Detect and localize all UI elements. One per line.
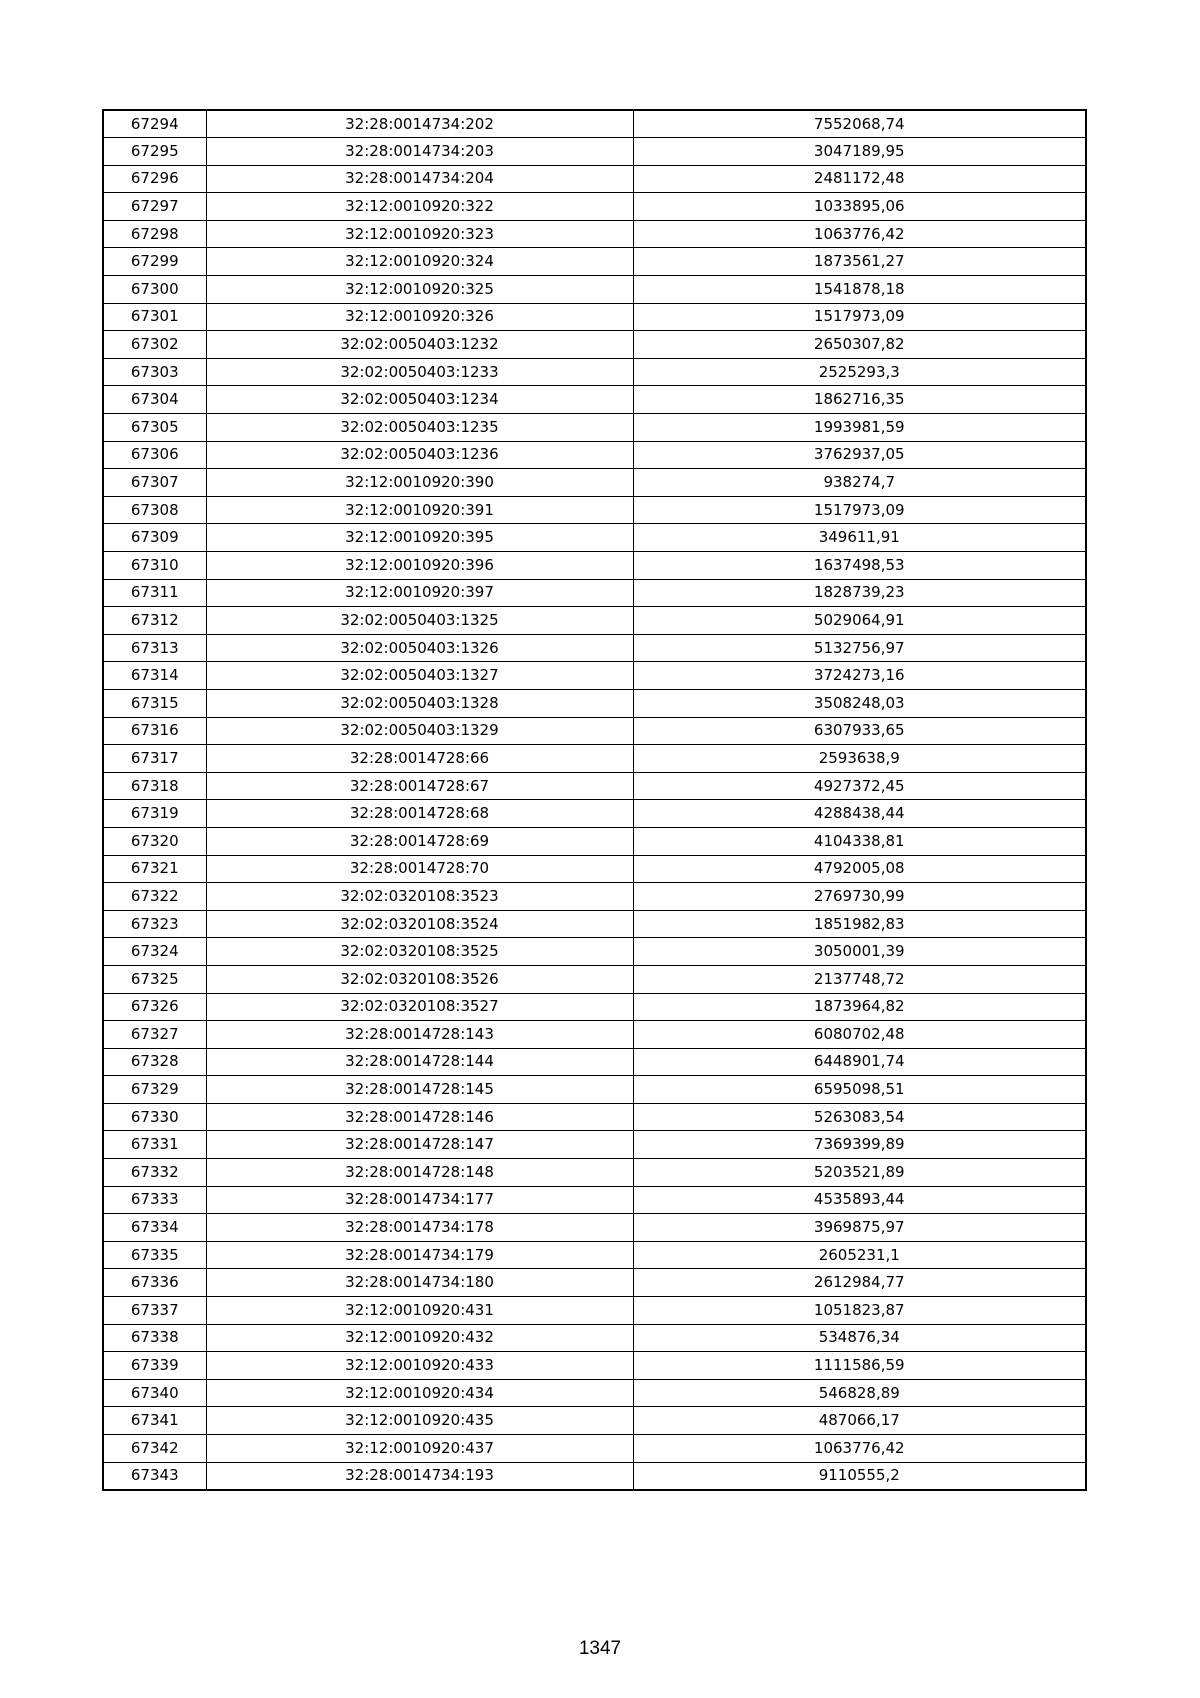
table-row <box>103 358 1086 386</box>
row-number-cell: 67336 <box>103 1269 206 1297</box>
table-row <box>103 1379 1086 1407</box>
cadastral-number-cell: 32:12:0010920:431 <box>206 1297 633 1325</box>
table-body <box>103 110 1086 1490</box>
cadastral-value-cell: 2525293,3 <box>633 358 1086 386</box>
row-number-cell: 67304 <box>103 386 206 414</box>
row-number-cell: 67329 <box>103 1076 206 1104</box>
table-row <box>103 1435 1086 1463</box>
table-row <box>103 414 1086 442</box>
cadastral-number-cell: 32:12:0010920:390 <box>206 469 633 497</box>
table-row <box>103 110 1086 138</box>
cadastral-number-cell: 32:12:0010920:432 <box>206 1324 633 1352</box>
cadastral-value-cell: 1111586,59 <box>633 1352 1086 1380</box>
cadastral-value-cell: 2650307,82 <box>633 331 1086 359</box>
table-row <box>103 1131 1086 1159</box>
cadastral-number-cell: 32:02:0050403:1329 <box>206 717 633 745</box>
cadastral-number-cell: 32:02:0050403:1328 <box>206 689 633 717</box>
table-row <box>103 1352 1086 1380</box>
table-row <box>103 607 1086 635</box>
table-row <box>103 1269 1086 1297</box>
row-number-cell: 67324 <box>103 938 206 966</box>
cadastral-number-cell: 32:02:0050403:1234 <box>206 386 633 414</box>
cadastral-value-cell: 1063776,42 <box>633 1435 1086 1463</box>
table-row <box>103 441 1086 469</box>
cadastral-value-cell: 1851982,83 <box>633 910 1086 938</box>
table-row <box>103 386 1086 414</box>
row-number-cell: 67311 <box>103 579 206 607</box>
cadastral-number-cell: 32:28:0014728:145 <box>206 1076 633 1104</box>
table-row <box>103 883 1086 911</box>
cadastral-value-cell: 7369399,89 <box>633 1131 1086 1159</box>
table-row <box>103 1297 1086 1325</box>
cadastral-value-cell: 9110555,2 <box>633 1462 1086 1490</box>
row-number-cell: 67312 <box>103 607 206 635</box>
row-number-cell: 67301 <box>103 303 206 331</box>
row-number-cell: 67335 <box>103 1241 206 1269</box>
row-number-cell: 67318 <box>103 772 206 800</box>
cadastral-value-cell: 487066,17 <box>633 1407 1086 1435</box>
cadastral-value-cell: 4927372,45 <box>633 772 1086 800</box>
table-row <box>103 579 1086 607</box>
cadastral-number-cell: 32:28:0014728:70 <box>206 855 633 883</box>
cadastral-number-cell: 32:28:0014728:148 <box>206 1159 633 1187</box>
cadastral-value-cell: 1862716,35 <box>633 386 1086 414</box>
table-row <box>103 248 1086 276</box>
row-number-cell: 67317 <box>103 745 206 773</box>
cadastral-value-cell: 2612984,77 <box>633 1269 1086 1297</box>
table-row <box>103 910 1086 938</box>
row-number-cell: 67322 <box>103 883 206 911</box>
row-number-cell: 67328 <box>103 1048 206 1076</box>
cadastral-value-cell: 349611,91 <box>633 524 1086 552</box>
cadastral-number-cell: 32:12:0010920:326 <box>206 303 633 331</box>
cadastral-value-cell: 534876,34 <box>633 1324 1086 1352</box>
table-row <box>103 276 1086 304</box>
row-number-cell: 67320 <box>103 827 206 855</box>
cadastral-number-cell: 32:02:0050403:1325 <box>206 607 633 635</box>
cadastral-number-cell: 32:28:0014728:66 <box>206 745 633 773</box>
cadastral-number-cell: 32:28:0014734:179 <box>206 1241 633 1269</box>
row-number-cell: 67316 <box>103 717 206 745</box>
row-number-cell: 67298 <box>103 220 206 248</box>
table-row <box>103 552 1086 580</box>
row-number-cell: 67331 <box>103 1131 206 1159</box>
row-number-cell: 67327 <box>103 1021 206 1049</box>
cadastral-value-cell: 1517973,09 <box>633 496 1086 524</box>
table-row <box>103 1076 1086 1104</box>
cadastral-number-cell: 32:12:0010920:322 <box>206 193 633 221</box>
row-number-cell: 67342 <box>103 1435 206 1463</box>
cadastral-number-cell: 32:28:0014734:193 <box>206 1462 633 1490</box>
table-row <box>103 662 1086 690</box>
cadastral-value-cell: 6307933,65 <box>633 717 1086 745</box>
cadastral-value-cell: 1051823,87 <box>633 1297 1086 1325</box>
cadastral-value-table <box>102 109 1087 1491</box>
cadastral-number-cell: 32:28:0014734:177 <box>206 1186 633 1214</box>
cadastral-number-cell: 32:02:0050403:1232 <box>206 331 633 359</box>
row-number-cell: 67313 <box>103 634 206 662</box>
table-row <box>103 496 1086 524</box>
cadastral-value-cell: 1873561,27 <box>633 248 1086 276</box>
table-row <box>103 800 1086 828</box>
row-number-cell: 67297 <box>103 193 206 221</box>
cadastral-number-cell: 32:02:0050403:1326 <box>206 634 633 662</box>
cadastral-number-cell: 32:02:0050403:1327 <box>206 662 633 690</box>
cadastral-value-cell: 6080702,48 <box>633 1021 1086 1049</box>
cadastral-value-cell: 2481172,48 <box>633 165 1086 193</box>
cadastral-number-cell: 32:12:0010920:396 <box>206 552 633 580</box>
table-row <box>103 717 1086 745</box>
row-number-cell: 67339 <box>103 1352 206 1380</box>
cadastral-value-cell: 1637498,53 <box>633 552 1086 580</box>
row-number-cell: 67294 <box>103 110 206 138</box>
cadastral-value-cell: 3047189,95 <box>633 138 1086 166</box>
table-row <box>103 1186 1086 1214</box>
cadastral-number-cell: 32:28:0014728:146 <box>206 1103 633 1131</box>
table-row <box>103 634 1086 662</box>
row-number-cell: 67296 <box>103 165 206 193</box>
cadastral-number-cell: 32:12:0010920:395 <box>206 524 633 552</box>
cadastral-number-cell: 32:28:0014734:178 <box>206 1214 633 1242</box>
cadastral-number-cell: 32:02:0050403:1233 <box>206 358 633 386</box>
cadastral-value-cell: 6448901,74 <box>633 1048 1086 1076</box>
cadastral-value-cell: 1033895,06 <box>633 193 1086 221</box>
table-row <box>103 993 1086 1021</box>
row-number-cell: 67321 <box>103 855 206 883</box>
cadastral-value-cell: 2605231,1 <box>633 1241 1086 1269</box>
cadastral-number-cell: 32:02:0320108:3527 <box>206 993 633 1021</box>
cadastral-number-cell: 32:02:0320108:3523 <box>206 883 633 911</box>
table-row <box>103 138 1086 166</box>
cadastral-number-cell: 32:02:0320108:3525 <box>206 938 633 966</box>
cadastral-number-cell: 32:28:0014728:69 <box>206 827 633 855</box>
cadastral-value-cell: 4104338,81 <box>633 827 1086 855</box>
row-number-cell: 67305 <box>103 414 206 442</box>
cadastral-value-cell: 3508248,03 <box>633 689 1086 717</box>
cadastral-number-cell: 32:12:0010920:325 <box>206 276 633 304</box>
cadastral-value-cell: 3762937,05 <box>633 441 1086 469</box>
row-number-cell: 67340 <box>103 1379 206 1407</box>
row-number-cell: 67295 <box>103 138 206 166</box>
row-number-cell: 67338 <box>103 1324 206 1352</box>
cadastral-number-cell: 32:02:0320108:3526 <box>206 965 633 993</box>
cadastral-value-cell: 1828739,23 <box>633 579 1086 607</box>
table-row <box>103 745 1086 773</box>
page-number: 1347 <box>578 1638 622 1659</box>
cadastral-number-cell: 32:28:0014734:180 <box>206 1269 633 1297</box>
cadastral-number-cell: 32:28:0014734:202 <box>206 110 633 138</box>
row-number-cell: 67307 <box>103 469 206 497</box>
cadastral-value-cell: 4535893,44 <box>633 1186 1086 1214</box>
cadastral-number-cell: 32:28:0014728:67 <box>206 772 633 800</box>
cadastral-number-cell: 32:28:0014728:147 <box>206 1131 633 1159</box>
row-number-cell: 67308 <box>103 496 206 524</box>
cadastral-value-cell: 1541878,18 <box>633 276 1086 304</box>
row-number-cell: 67302 <box>103 331 206 359</box>
table-row <box>103 1241 1086 1269</box>
row-number-cell: 67333 <box>103 1186 206 1214</box>
cadastral-value-cell: 546828,89 <box>633 1379 1086 1407</box>
table-row <box>103 469 1086 497</box>
table-row <box>103 165 1086 193</box>
table-row <box>103 1159 1086 1187</box>
row-number-cell: 67314 <box>103 662 206 690</box>
cadastral-number-cell: 32:28:0014728:68 <box>206 800 633 828</box>
cadastral-number-cell: 32:12:0010920:433 <box>206 1352 633 1380</box>
row-number-cell: 67315 <box>103 689 206 717</box>
cadastral-value-cell: 5263083,54 <box>633 1103 1086 1131</box>
cadastral-number-cell: 32:12:0010920:434 <box>206 1379 633 1407</box>
cadastral-value-cell: 2137748,72 <box>633 965 1086 993</box>
cadastral-number-cell: 32:12:0010920:324 <box>206 248 633 276</box>
cadastral-value-cell: 1993981,59 <box>633 414 1086 442</box>
cadastral-value-cell: 3969875,97 <box>633 1214 1086 1242</box>
cadastral-value-cell: 1517973,09 <box>633 303 1086 331</box>
row-number-cell: 67334 <box>103 1214 206 1242</box>
cadastral-value-cell: 938274,7 <box>633 469 1086 497</box>
cadastral-number-cell: 32:28:0014734:204 <box>206 165 633 193</box>
table-row <box>103 331 1086 359</box>
cadastral-number-cell: 32:12:0010920:437 <box>206 1435 633 1463</box>
cadastral-value-cell: 3724273,16 <box>633 662 1086 690</box>
table-row <box>103 220 1086 248</box>
row-number-cell: 67300 <box>103 276 206 304</box>
row-number-cell: 67306 <box>103 441 206 469</box>
cadastral-value-cell: 3050001,39 <box>633 938 1086 966</box>
row-number-cell: 67310 <box>103 552 206 580</box>
row-number-cell: 67303 <box>103 358 206 386</box>
cadastral-number-cell: 32:02:0050403:1236 <box>206 441 633 469</box>
cadastral-number-cell: 32:28:0014734:203 <box>206 138 633 166</box>
cadastral-value-cell: 2593638,9 <box>633 745 1086 773</box>
cadastral-value-cell: 6595098,51 <box>633 1076 1086 1104</box>
cadastral-number-cell: 32:12:0010920:397 <box>206 579 633 607</box>
table-row <box>103 965 1086 993</box>
cadastral-value-cell: 1063776,42 <box>633 220 1086 248</box>
row-number-cell: 67332 <box>103 1159 206 1187</box>
row-number-cell: 67343 <box>103 1462 206 1490</box>
table-row <box>103 827 1086 855</box>
table-row <box>103 1021 1086 1049</box>
cadastral-value-cell: 2769730,99 <box>633 883 1086 911</box>
cadastral-value-cell: 5132756,97 <box>633 634 1086 662</box>
cadastral-value-cell: 1873964,82 <box>633 993 1086 1021</box>
table-row <box>103 193 1086 221</box>
table-row <box>103 1103 1086 1131</box>
row-number-cell: 67319 <box>103 800 206 828</box>
table-row <box>103 1214 1086 1242</box>
row-number-cell: 67330 <box>103 1103 206 1131</box>
table-row <box>103 772 1086 800</box>
table-row <box>103 1462 1086 1490</box>
table-row <box>103 1048 1086 1076</box>
row-number-cell: 67337 <box>103 1297 206 1325</box>
cadastral-value-cell: 5029064,91 <box>633 607 1086 635</box>
cadastral-value-cell: 7552068,74 <box>633 110 1086 138</box>
table-row <box>103 303 1086 331</box>
row-number-cell: 67309 <box>103 524 206 552</box>
row-number-cell: 67326 <box>103 993 206 1021</box>
cadastral-number-cell: 32:28:0014728:143 <box>206 1021 633 1049</box>
table-row <box>103 524 1086 552</box>
cadastral-number-cell: 32:12:0010920:323 <box>206 220 633 248</box>
cadastral-value-cell: 4288438,44 <box>633 800 1086 828</box>
row-number-cell: 67323 <box>103 910 206 938</box>
cadastral-number-cell: 32:02:0320108:3524 <box>206 910 633 938</box>
table-row <box>103 1407 1086 1435</box>
cadastral-number-cell: 32:28:0014728:144 <box>206 1048 633 1076</box>
table-row <box>103 689 1086 717</box>
cadastral-number-cell: 32:12:0010920:435 <box>206 1407 633 1435</box>
cadastral-value-cell: 4792005,08 <box>633 855 1086 883</box>
cadastral-number-cell: 32:02:0050403:1235 <box>206 414 633 442</box>
row-number-cell: 67299 <box>103 248 206 276</box>
table-row <box>103 938 1086 966</box>
cadastral-number-cell: 32:12:0010920:391 <box>206 496 633 524</box>
cadastral-value-cell: 5203521,89 <box>633 1159 1086 1187</box>
table-row <box>103 855 1086 883</box>
row-number-cell: 67325 <box>103 965 206 993</box>
table-row <box>103 1324 1086 1352</box>
row-number-cell: 67341 <box>103 1407 206 1435</box>
